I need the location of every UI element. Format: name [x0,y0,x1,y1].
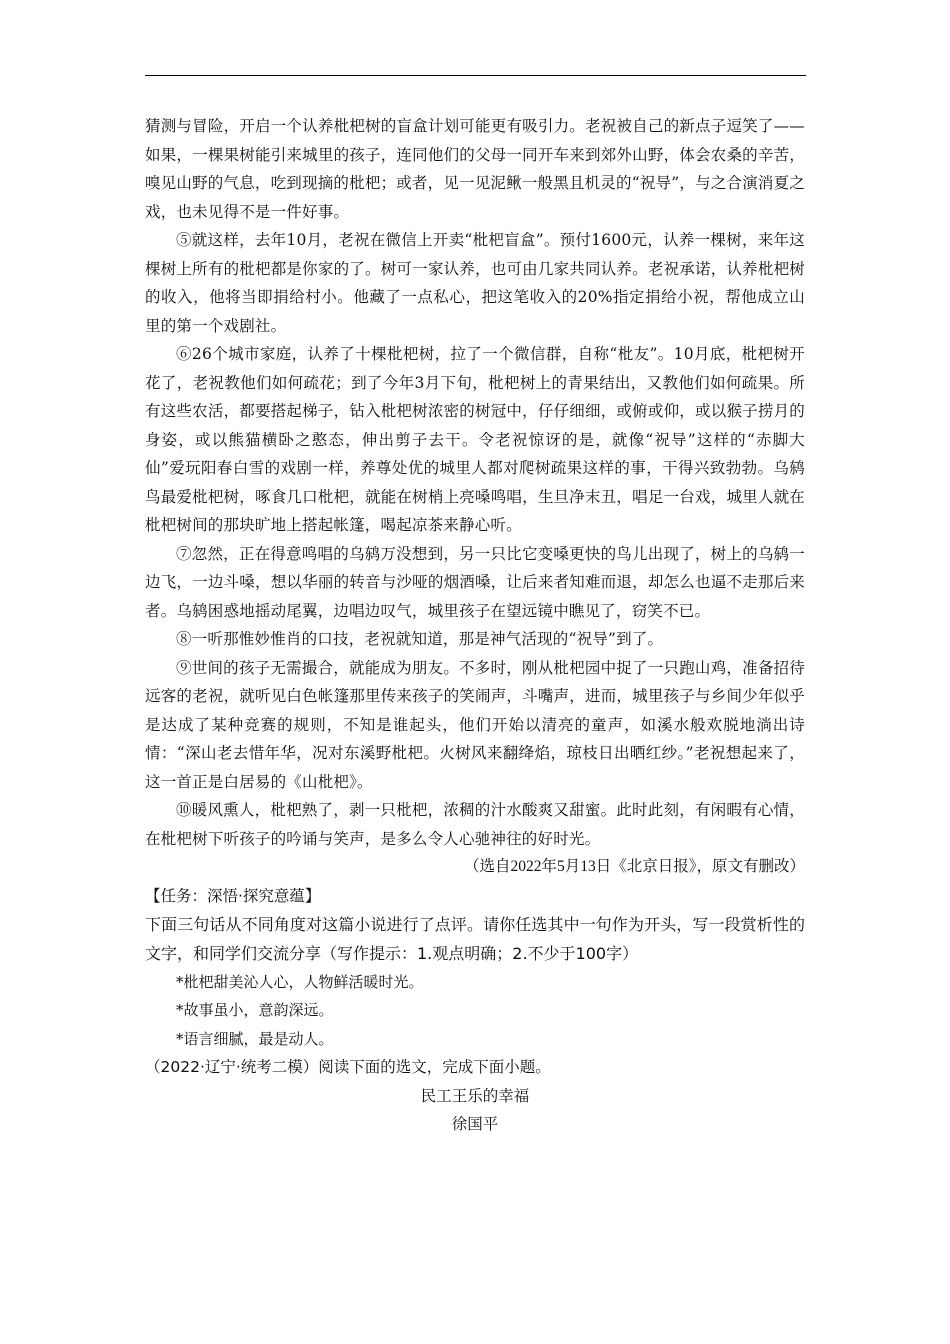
passage-paragraph: ⑩暖风熏人，枇杷熟了，剥一只枇杷，浓稠的汁水酸爽又甜蜜。此时此刻，有闲暇有心情，在枇杷树下听孩子的吟诵与笑声，是多么令人心驰神往的好时光。 [145,801,805,848]
task-option: *故事虽小，意韵深远。 [176,1001,334,1019]
document-body [145,112,805,1139]
passage-paragraph: ⑨世间的孩子无需撮合，就能成为朋友。不多时，刚从枇杷园中捉了一只跑山鸡，准备招待远客的老祝，就听见白色帐篷那里传来孩子的笑闹声，斗嘴声，进而，城里孩子与乡间少年似乎是达成了某种竞赛的规则，不知是谁起头，他们开始以清亮的童声，如溪水般欢脱地淌出诗情：“深山老去惜年华，况对东溪野枇杷。火树风来翻绛焰，琼枝日出晒红纱。”老祝想起来了，这一首正是白居易的《山枇杷》。 [145,658,805,791]
header-rule [145,75,806,76]
task-option: *枇杷甜美沁人心，人物鲜活暖时光。 [176,972,424,991]
article-title: 民工王乐的幸福 [420,1086,530,1105]
task-title: 【任务：深悟·探究意蕴】 [145,886,321,905]
passage-paragraph: ⑦忽然，正在得意鸣唱的乌鸫万没想到，另一只比它变嗓更快的鸟儿出现了，树上的乌鸫一边飞，一边斗嗓，想以华丽的转音与沙哑的烟酒嗓，让后来者知难而退，却怎么也逼不走那后来者。乌鸫困惑地摇动尾翼，边唱边叹气，城里孩子在望远镜中瞧见了，窃笑不已。 [145,544,805,620]
passage-paragraph: 猜测与冒险，开启一个认养枇杷树的盲盒计划可能更有吸引力。老祝被自己的新点子逗笑了——如果，一棵果树能引来城里的孩子，连同他们的父母一同开车来到郊外山野，体会农桑的辛苦，嗅见山野的气息，吃到现摘的枇杷；或者，见一见泥鳅一般黑且机灵的“祝导”，与之合演消夏之戏，也未见得不是一件好事。 [145,117,805,221]
task-option: *语言细腻，最是动人。 [176,1029,334,1048]
exam-source-intro: （2022·辽宁·统考二模）阅读下面的选文，完成下面小题。 [145,1058,551,1076]
task-instruction: 下面三句话从不同角度对这篇小说进行了点评。请你任选其中一句作为开头，写一段赏析性的文字，和同学们交流分享（写作提示：1.观点明确；2.不少于100字） [145,914,805,963]
passage-paragraph: ⑧一听那惟妙惟肖的口技，老祝就知道，那是神气活现的“祝导”到了。 [176,630,664,648]
passage-paragraph: ⑥26个城市家庭，认养了十棵枇杷树，拉了一个微信群，自称“枇友”。10月底，枇杷树开花了，老祝教他们如何疏花；到了今年3月下旬，枇杷树上的青果结出，又教他们如何疏果。所有这些农活，都要搭起梯子，钻入枇杷树浓密的树冠中，仔仔细细，或俯或仰，或以猴子捞月的身姿，或以熊猫横卧之憨态，伸出剪子去干。令老祝惊讶的是，就像“祝导”这样的“赤脚大仙”爱玩阳春白雪的戏剧一样，养尊处优的城里人都对爬树疏果这样的事，干得兴致勃勃。乌鸫鸟最爱枇杷树，啄食几口枇杷，就能在树梢上亮嗓鸣唱，生旦净末丑，唱足一台戏，城里人就在枇杷树间的那块旷地上搭起帐篷，喝起凉茶来静心听。 [145,345,805,534]
passage [145,112,805,853]
source-citation: （选自2022年5月13日《北京日报》，原文有删改） [463,858,805,875]
passage-paragraph: ⑤就这样，去年10月，老祝在微信上开卖“枇杷盲盒”。预付1600元，认养一棵树，来年这棵树上所有的枇杷都是你家的了。树可一家认养，也可由几家共同认养。老祝承诺，认养枇杷树的收入，他将当即捐给村小。他藏了一点私心，把这笔收入的20%指定捐给小祝，帮他成立山里的第一个戏剧社。 [145,231,805,335]
article-author: 徐国平 [451,1115,499,1133]
